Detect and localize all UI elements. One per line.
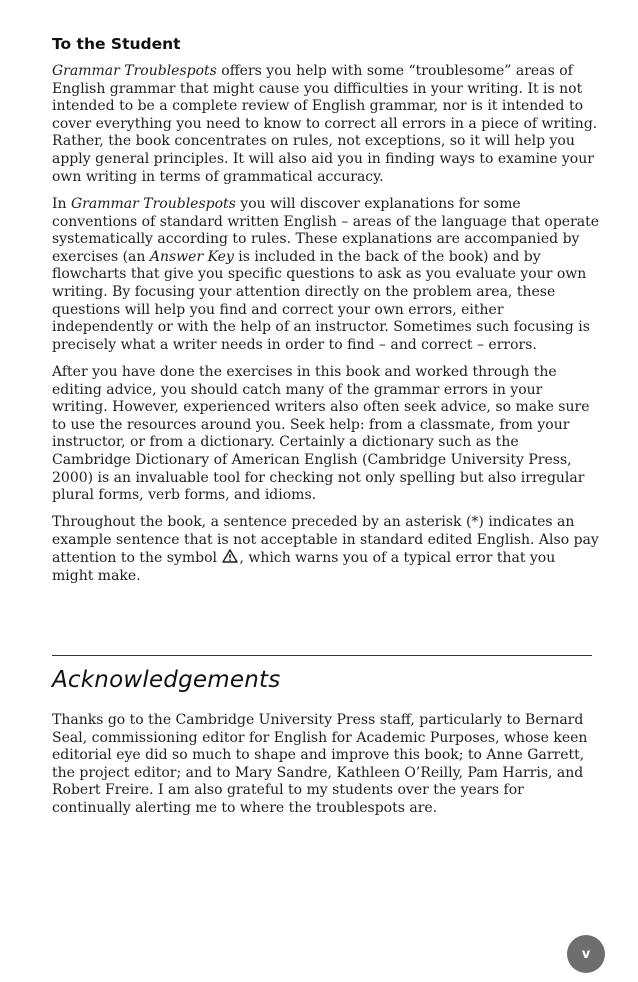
paragraph-text: you will discover explanations for some conventions of standard written English – areas of the language that operate systematically according to rules. These explanations are accompanied by exercises (an	[52, 196, 600, 265]
section-heading-acknowledgements: Acknowledgements	[52, 667, 281, 693]
book-title: Grammar Troublespots	[71, 196, 236, 212]
paragraph-text: After you have done the exercises in this book and worked through the editing advice, you should catch many of the grammar errors in your writing. However, experienced writers also often seek advice, so make sure to use the resources around you. Seek help: from a classmate, from your instructor, or from a dictionary. Certainly a dictionary such as the Cambridge Dictionary of American English (Cambridge University Press, 2000) is an invaluable tool for checking not only spelling but also irregular plural forms, verb forms, and idioms.	[52, 364, 590, 504]
paragraph-text: , which warns you of a typical error that you might make.	[52, 550, 556, 584]
paragraph-editing-advice	[52, 364, 600, 505]
paragraph-intro	[52, 63, 600, 186]
paragraph-text: Thanks go to the Cambridge University Press staff, particularly to Bernard Seal, commissioning editor for English for Academic Purposes, whose keen editorial eye did so much to shape and improve this book; to Anne Garrett, the project editor; and to Mary Sandre, Kathleen O’Reilly, Pam Harris, and Robert Freire. I am also grateful to my students over the years for continually alerting me to where the troublespots are.	[52, 712, 588, 816]
paragraph-text: is included in the back of the book) and by flowcharts that give you specific questions to ask as you evaluate your own writing. By focusing your attention directly on the problem area, these questions will help you find and correct your own errors, either independently or with the help of an instructor. Sometimes such focusing is precisely what a writer needs in order to find – and correct – errors.	[52, 248, 590, 353]
section-heading-to-the-student: To the Student	[52, 35, 181, 53]
section-divider	[52, 655, 592, 656]
paragraph-conventions	[52, 196, 600, 354]
warning-triangle-icon	[222, 549, 238, 563]
page-number-badge: v	[567, 935, 605, 973]
book-title: Grammar Troublespots	[52, 63, 217, 79]
paragraph-text: offers you help with some “troublesome” areas of English grammar that might cause you difficulties in your writing. It is not intended to be a complete review of English grammar, nor is it intended to cover everything you need to know to correct all errors in a piece of writing. Rather, the book concentrates on rules, not exceptions, so it will help you apply general principles. It will also aid you in finding ways to examine your own writing in terms of grammatical accuracy.	[52, 63, 598, 185]
paragraph-acknowledgements	[52, 712, 600, 818]
answer-key-term: Answer Key	[149, 248, 234, 265]
paragraph-symbols	[52, 514, 600, 585]
paragraph-text: Throughout the book, a sentence preceded by an asterisk (*) indicates an example sentence that is not acceptable in standard edited English. Also pay attention to the symbol	[52, 514, 599, 567]
paragraph-text: In	[52, 196, 71, 212]
